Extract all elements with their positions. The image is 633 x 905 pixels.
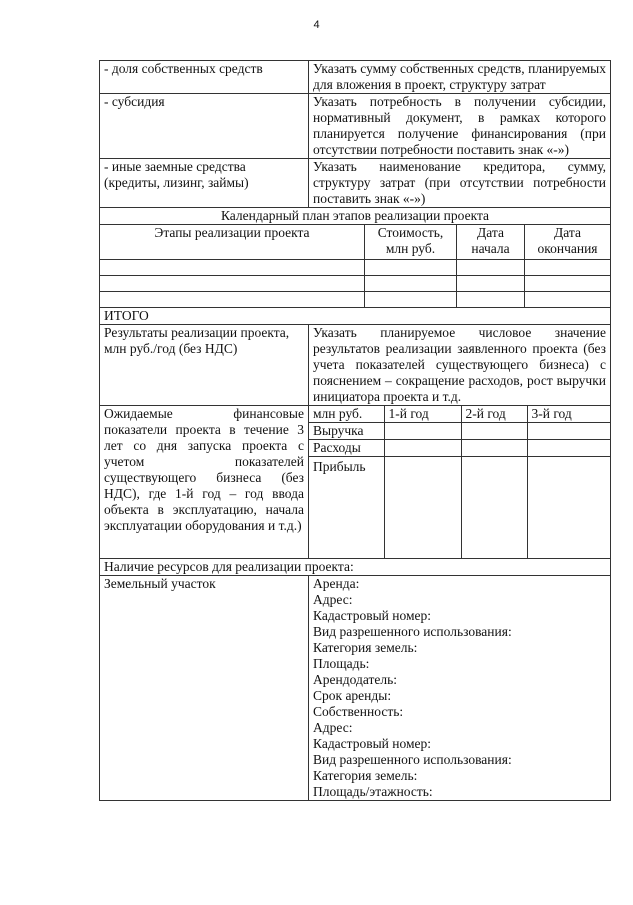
subsidy-text: Указать потребность в получении субсидии, нормативный документ, в рамках которого планируется получение финансирования (при отсутствии потребности поставить знак «-») <box>309 94 611 159</box>
land-lease-area: Площадь: <box>313 656 370 671</box>
land-row <box>100 576 611 801</box>
financials-header-row <box>309 406 611 423</box>
calendar-header-start: Дата начала <box>457 225 525 260</box>
calendar-header-row <box>100 225 611 260</box>
subsidy-row <box>100 94 611 159</box>
calendar-cell <box>365 276 457 292</box>
land-lease-term: Срок аренды: <box>313 688 392 703</box>
financials-cell <box>384 423 461 440</box>
financials-cell <box>527 440 611 457</box>
land-lease-land-category: Категория земель: <box>313 640 418 655</box>
calendar-cell <box>100 260 365 276</box>
land-ownership-permitted-use: Вид разрешенного использования: <box>313 752 512 767</box>
financials-cell <box>384 440 461 457</box>
financials-grid-cell <box>309 406 611 559</box>
calendar-cell <box>525 292 611 308</box>
calendar-cell <box>457 260 525 276</box>
calendar-cell <box>100 292 365 308</box>
financials-row-label: Прибыль <box>309 457 384 559</box>
resources-title-row <box>100 559 611 576</box>
land-lease-cadastral-number: Кадастровый номер: <box>313 608 432 623</box>
calendar-title: Календарный план этапов реализации проекта <box>100 208 611 225</box>
other-loans-label: - иные заемные средства (кредиты, лизинг, займы) <box>100 159 309 208</box>
financials-header-year2: 2-й год <box>461 406 527 423</box>
financials-cell <box>461 440 527 457</box>
calendar-total-row <box>100 308 611 325</box>
results-row <box>100 325 611 406</box>
page-number: 4 <box>313 19 320 31</box>
calendar-cell <box>365 260 457 276</box>
financials-profit-row <box>309 457 611 559</box>
calendar-header-end: Дата окончания <box>525 225 611 260</box>
calendar-header-cost: Стоимость, млн руб. <box>365 225 457 260</box>
land-ownership-cadastral-number: Кадастровый номер: <box>313 736 432 751</box>
own-funds-row <box>100 61 611 94</box>
calendar-cell <box>457 292 525 308</box>
financials-revenue-row <box>309 423 611 440</box>
calendar-cell <box>525 276 611 292</box>
financials-cell <box>461 423 527 440</box>
own-funds-label: - доля собственных средств <box>100 61 309 94</box>
calendar-cell <box>525 260 611 276</box>
own-funds-text: Указать сумму собственных средств, планируемых для вложения в проект, структуру затрат <box>309 61 611 94</box>
calendar-title-row <box>100 208 611 225</box>
calendar-cell <box>365 292 457 308</box>
calendar-total-label: ИТОГО <box>100 308 611 325</box>
results-text: Указать планируемое числовое значение результатов реализации заявленного проекта (без учета показателей существующего бизнеса) с пояснением – сокращение расходов, рост выручки инициатора проекта и т.д. <box>309 325 611 406</box>
land-lease-landlord: Арендодатель: <box>313 672 397 687</box>
financials-header-year3: 3-й год <box>527 406 611 423</box>
results-label: Результаты реализации проекта, млн руб./год (без НДС) <box>100 325 309 406</box>
project-form-table <box>99 60 611 801</box>
calendar-empty-row <box>100 292 611 308</box>
financials-row <box>100 406 611 559</box>
financials-cell <box>527 457 611 559</box>
land-ownership-land-category: Категория земель: <box>313 768 418 783</box>
financials-row-label: Выручка <box>309 423 384 440</box>
financials-row-label: Расходы <box>309 440 384 457</box>
calendar-cell <box>457 276 525 292</box>
financials-cell <box>461 457 527 559</box>
financials-header-year1: 1-й год <box>384 406 461 423</box>
land-lease-permitted-use: Вид разрешенного использования: <box>313 624 512 639</box>
land-details <box>309 576 611 801</box>
financials-header-unit: млн руб. <box>309 406 384 423</box>
land-lease-address: Адрес: <box>313 592 353 607</box>
other-loans-row <box>100 159 611 208</box>
financials-label: Ожидаемые финансовые показатели проекта в течение 3 лет со дня запуска проекта с учетом показателей существующего бизнеса (без НДС), где 1-й год – год ввода объекта в эксплуатацию, начала эксплуатации оборудования и т.д.) <box>100 406 309 559</box>
land-label: Земельный участок <box>100 576 309 801</box>
land-ownership-address: Адрес: <box>313 720 353 735</box>
land-lease-heading: Аренда: <box>313 576 360 591</box>
subsidy-label: - субсидия <box>100 94 309 159</box>
calendar-empty-row <box>100 276 611 292</box>
calendar-header-stages: Этапы реализации проекта <box>100 225 365 260</box>
land-ownership-area-floors: Площадь/этажность: <box>313 784 433 799</box>
financials-expenses-row <box>309 440 611 457</box>
financials-cell <box>527 423 611 440</box>
land-ownership-heading: Собственность: <box>313 704 404 719</box>
financials-cell <box>384 457 461 559</box>
other-loans-text: Указать наименование кредитора, сумму, структуру затрат (при отсутствии потребности поставить знак «-») <box>309 159 611 208</box>
resources-title: Наличие ресурсов для реализации проекта: <box>100 559 611 576</box>
financials-grid <box>309 406 611 558</box>
calendar-cell <box>100 276 365 292</box>
calendar-empty-row <box>100 260 611 276</box>
